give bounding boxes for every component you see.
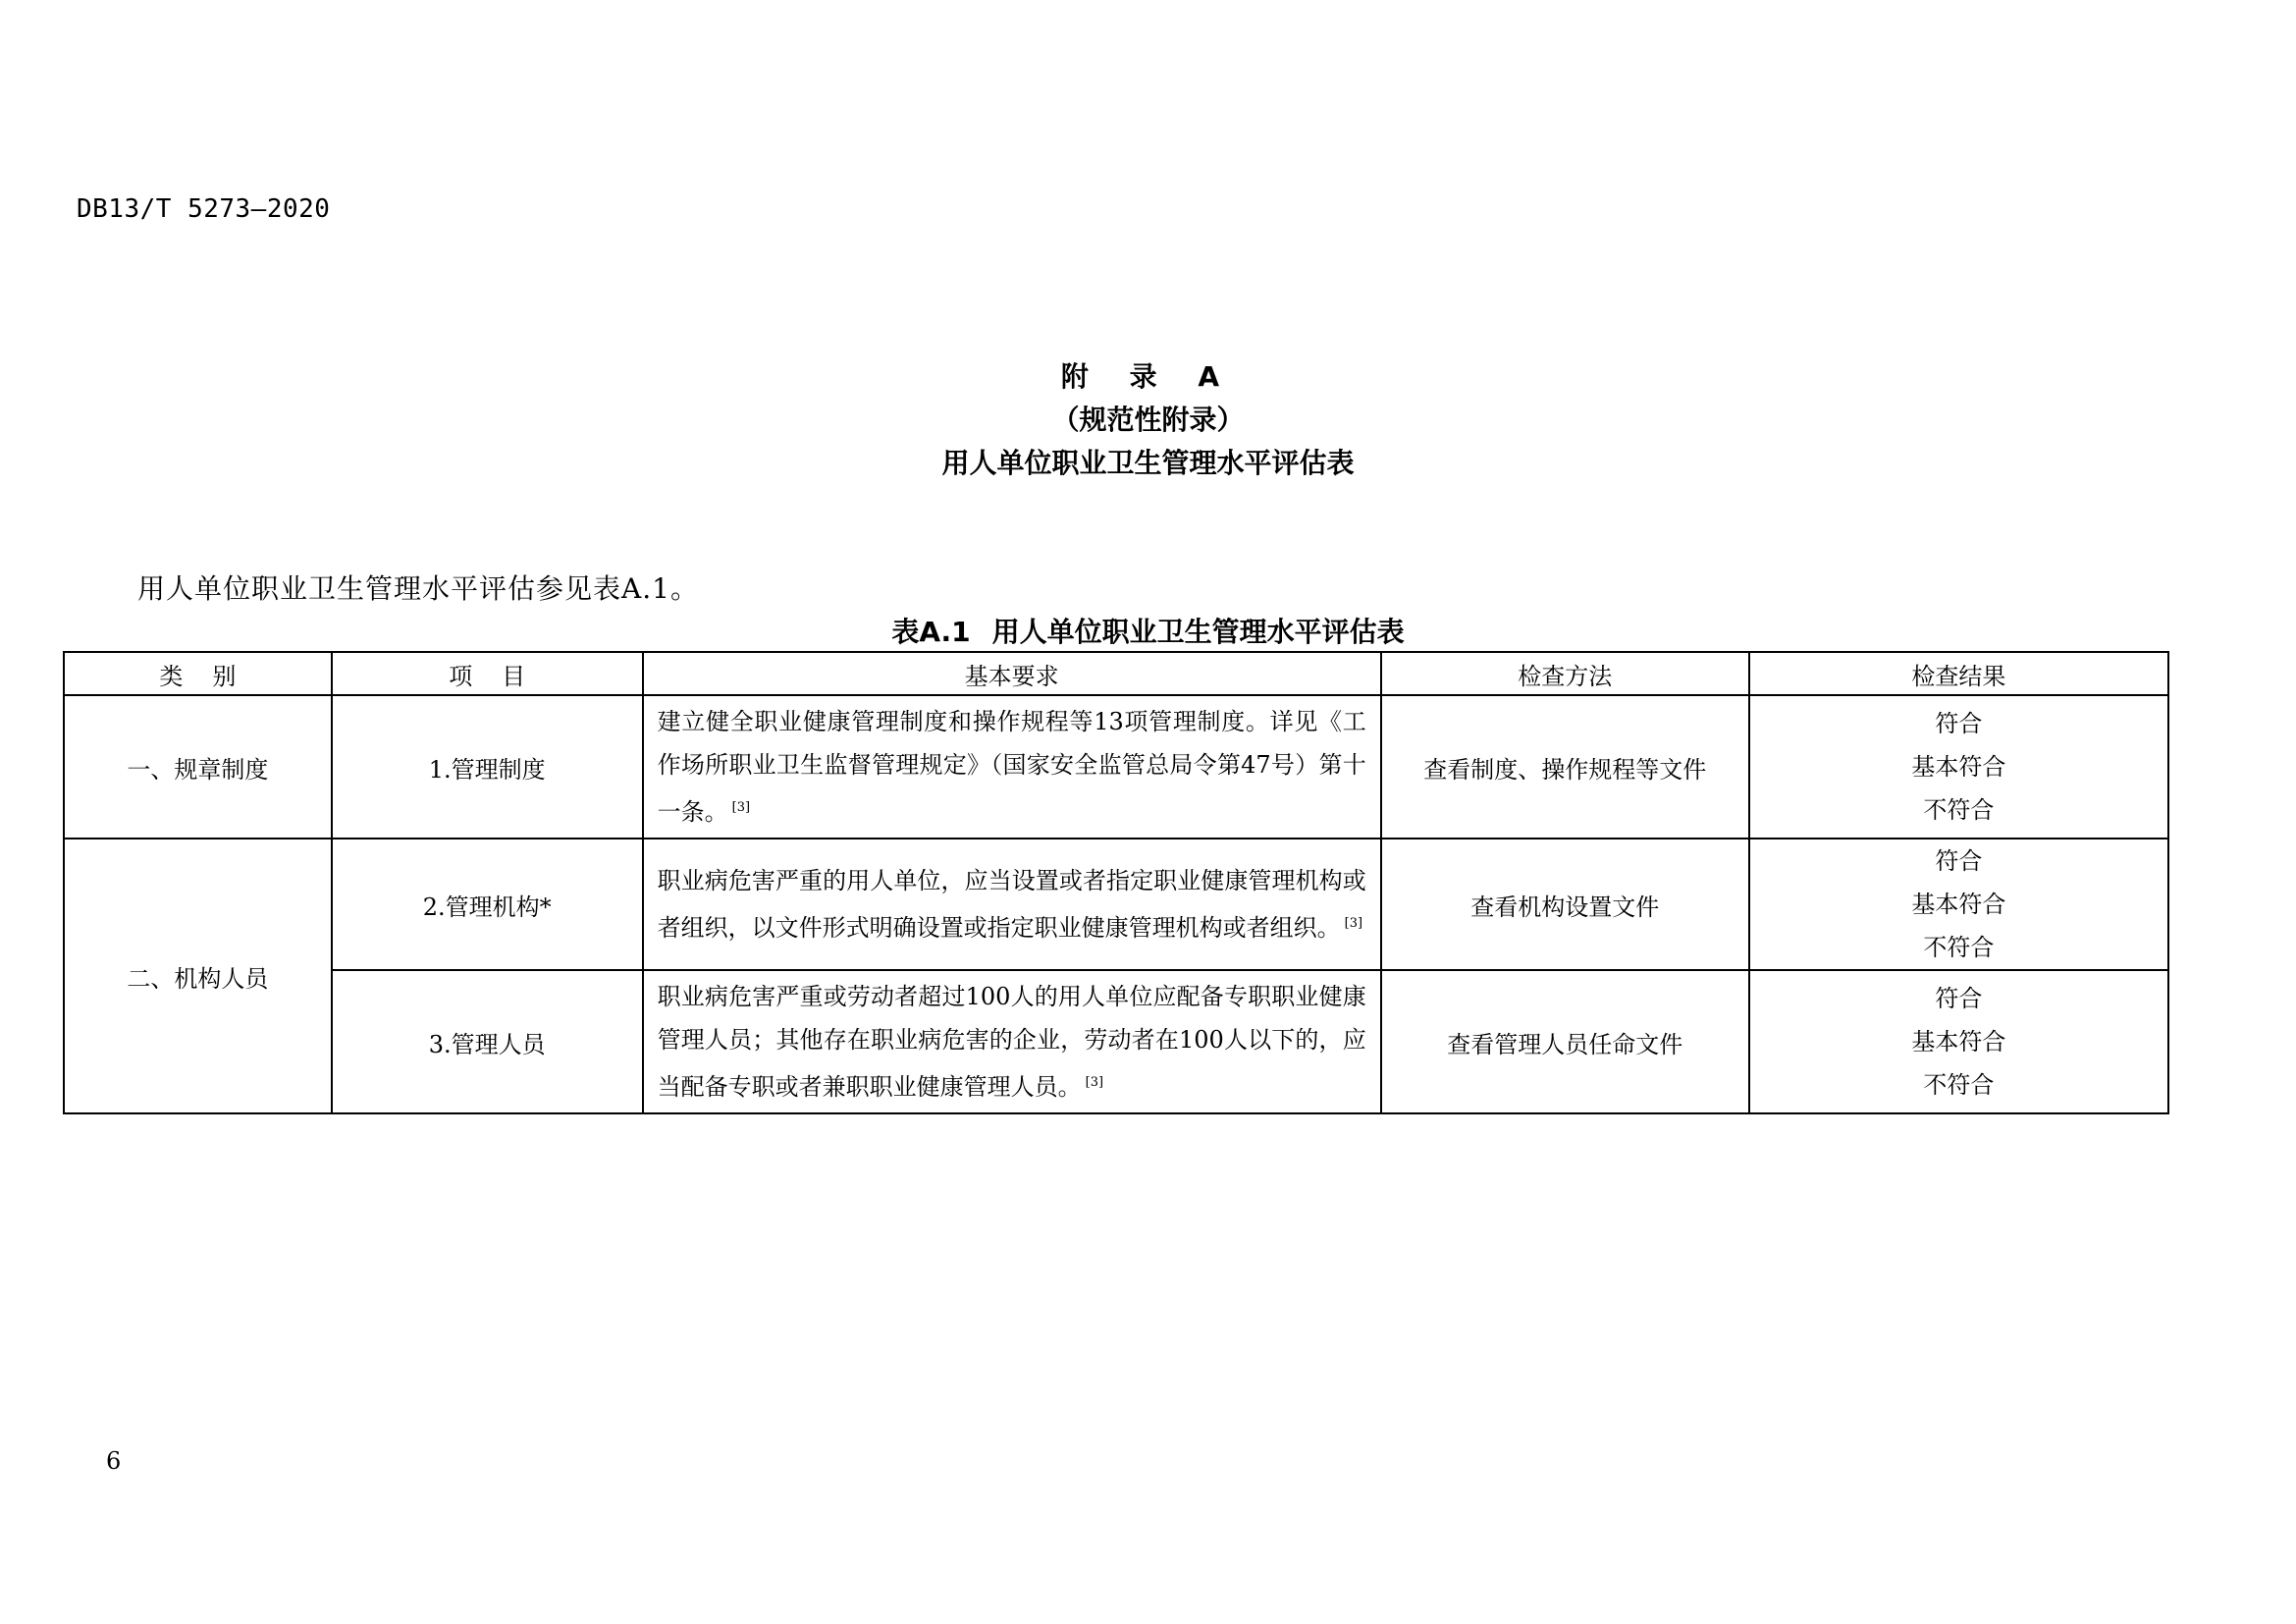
requirement-cell: 建立健全职业健康管理制度和操作规程等13项管理制度。详见《工作场所职业卫生监督管理规定》（国家安全监管总局令第47号）第十一条。 [3]: [643, 695, 1381, 839]
header-item: 项目: [332, 652, 643, 695]
method-cell: 查看机构设置文件: [1381, 839, 1749, 970]
method-cell: 查看制度、操作规程等文件: [1381, 695, 1749, 839]
table-caption-title: 用人单位职业卫生管理水平评估表: [991, 616, 1405, 648]
header-requirement: 基本要求: [643, 652, 1381, 695]
table-row: [64, 695, 2168, 839]
category-cell: 一、规章制度: [64, 695, 332, 839]
appendix-name: 用人单位职业卫生管理水平评估表: [941, 447, 1355, 479]
category-cell: 二、机构人员: [64, 839, 332, 1113]
item-cell: 2.管理机构*: [332, 839, 643, 970]
table-row: [64, 970, 2168, 1113]
appendix-heading: [0, 355, 2296, 485]
table-header-row: [64, 652, 2168, 695]
result-option: 基本符合: [1911, 753, 2006, 781]
reference-mark: [3]: [1344, 916, 1363, 931]
result-option: 基本符合: [1911, 1028, 2006, 1056]
reference-mark: [3]: [731, 800, 751, 815]
table-caption: [0, 611, 2296, 650]
header-category: 类别: [64, 652, 332, 695]
result-option: 不符合: [1923, 796, 1995, 824]
method-cell: 查看管理人员任命文件: [1381, 970, 1749, 1113]
standard-code: DB13/T 5273—2020: [77, 194, 331, 224]
result-cell: [1749, 970, 2168, 1113]
evaluation-table: [63, 651, 2169, 1114]
page-number: 6: [106, 1447, 122, 1475]
table-row: [64, 839, 2168, 970]
result-option: 符合: [1935, 710, 1983, 737]
reference-mark: [3]: [1085, 1075, 1104, 1090]
result-cell: [1749, 839, 2168, 970]
result-option: 不符合: [1923, 934, 1995, 961]
appendix-title: 附 录 A: [1060, 360, 1236, 393]
result-option: 基本符合: [1911, 891, 2006, 918]
item-cell: 1.管理制度: [332, 695, 643, 839]
table-caption-number: 表A.1: [891, 616, 971, 648]
requirement-cell: 职业病危害严重的用人单位，应当设置或者指定职业健康管理机构或者组织，以文件形式明确设置或指定职业健康管理机构或者组织。 [3]: [643, 839, 1381, 970]
appendix-subtitle: （规范性附录）: [1051, 404, 1245, 436]
result-option: 不符合: [1923, 1071, 1995, 1099]
item-cell: 3.管理人员: [332, 970, 643, 1113]
intro-paragraph: 用人单位职业卫生管理水平评估参见表A.1。: [137, 572, 699, 605]
header-method: 检查方法: [1381, 652, 1749, 695]
result-cell: [1749, 695, 2168, 839]
result-option: 符合: [1935, 985, 1983, 1012]
result-option: 符合: [1935, 847, 1983, 875]
header-result: 检查结果: [1749, 652, 2168, 695]
requirement-cell: 职业病危害严重或劳动者超过100人的用人单位应配备专职职业健康管理人员；其他存在职业病危害的企业，劳动者在100人以下的，应当配备专职或者兼职职业健康管理人员。 [3]: [643, 970, 1381, 1113]
